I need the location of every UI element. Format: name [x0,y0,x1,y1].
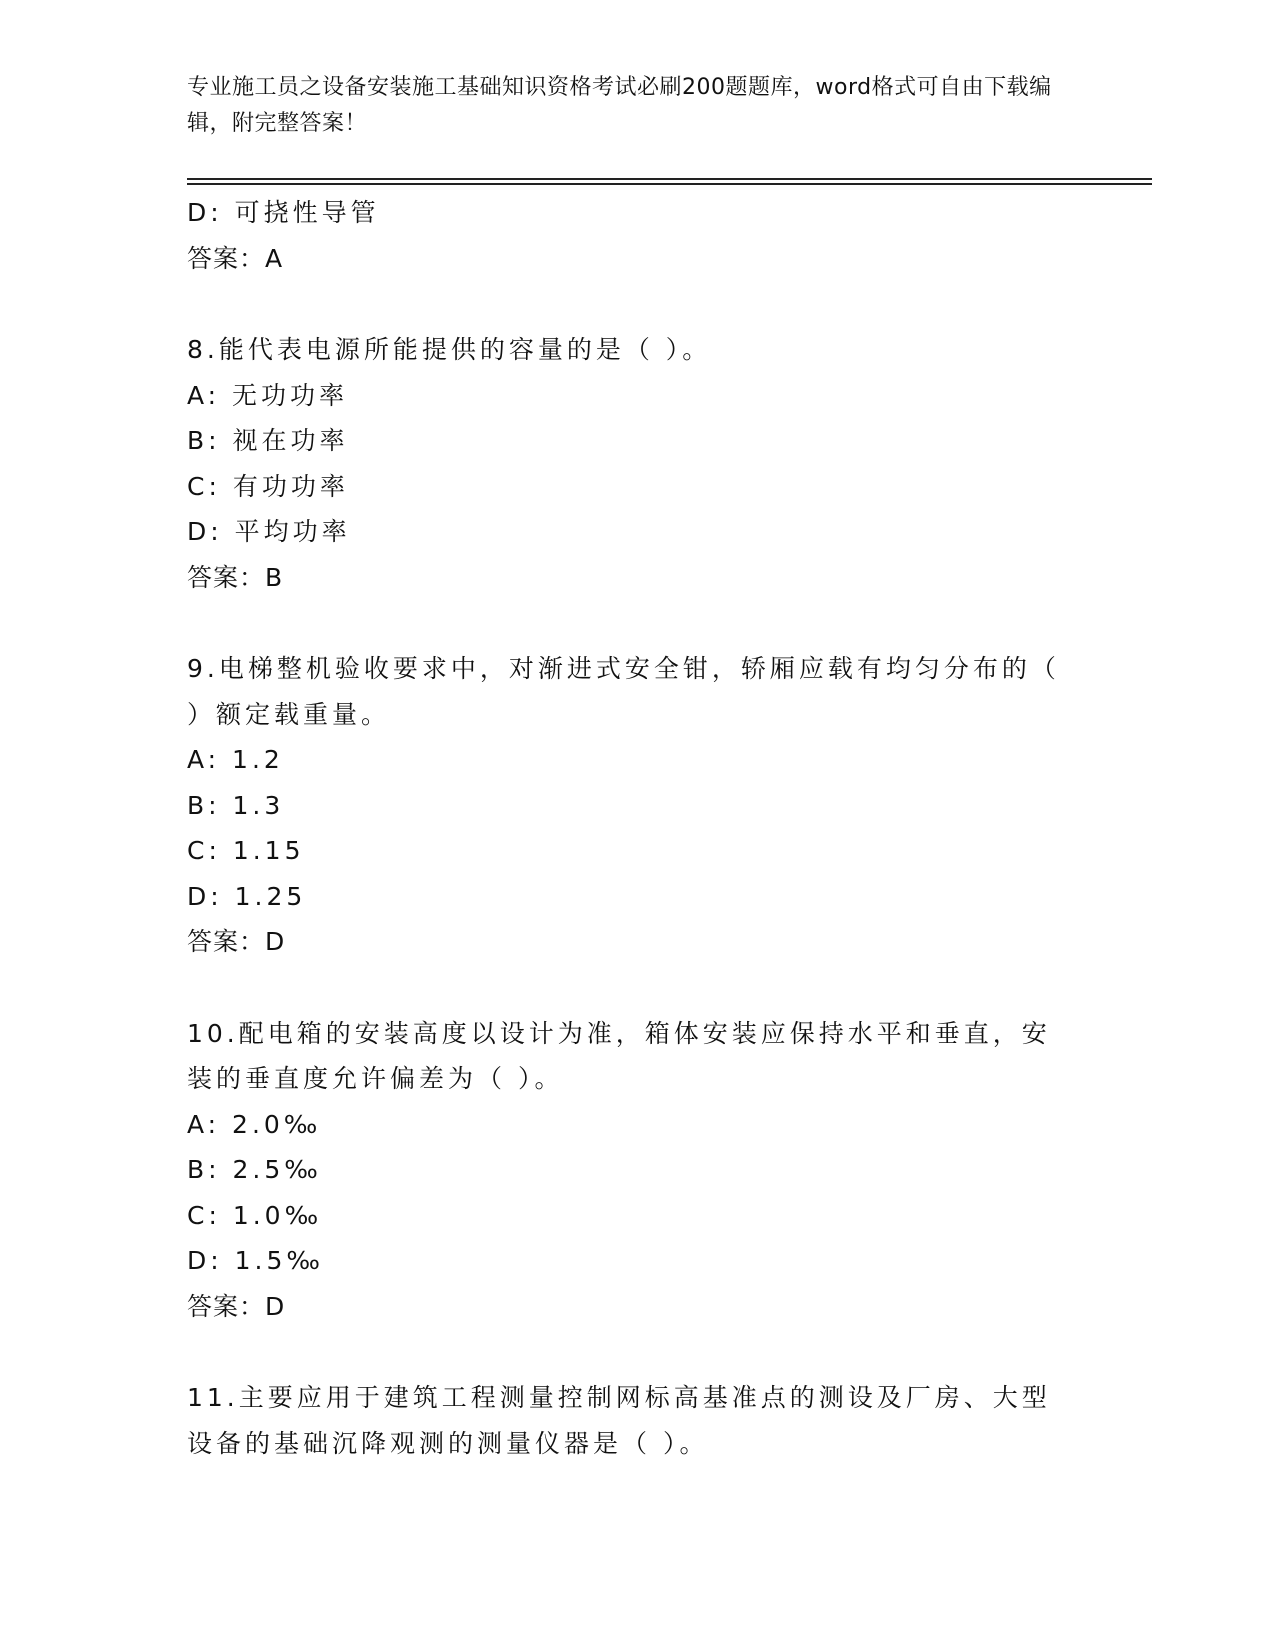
answer-line: 答案：A [187,243,284,273]
question-11 [187,1375,1087,1466]
question-title: 9.电梯整机验收要求中，对渐进式安全钳，轿厢应载有均匀分布的（ ）额定载重量。 [187,654,1060,729]
option-a: A: 2.0‰ [187,1109,322,1139]
answer-line: 答案：D [187,927,286,956]
header-divider-top [187,178,1152,180]
question-title: 10.配电箱的安装高度以设计为准，箱体安装应保持水平和垂直，安装的垂直度允许偏差为（ ）。 [187,1018,1051,1093]
question-title: 8.能代表电源所能提供的容量的是（ ）。 [187,335,712,364]
spacer [187,281,1087,327]
question-title: 11.主要应用于建筑工程测量控制网标高基准点的测设及厂房、大型设备的基础沉降观测的测量仪器是（ ）。 [187,1383,1051,1458]
option-c: C: 1.15 [187,836,305,865]
document-body [187,190,1087,1466]
question-7-tail [187,190,1087,281]
answer-line: 答案：B [187,562,284,592]
option-c: C: 1.0‰ [187,1200,323,1230]
option-d: D: 平均功率 [187,517,351,546]
option-d: D: 1.25 [187,881,307,911]
spacer [187,600,1087,646]
option-d: D: 可挠性导管 [187,198,380,227]
option-c: C: 有功功率 [187,471,349,501]
spacer [187,965,1087,1011]
answer-line: 答案：D [187,1291,286,1321]
option-d: D: 1.5‰ [187,1246,324,1275]
option-a: A: 无功功率 [187,380,349,410]
question-8 [187,327,1087,600]
document-header: 专业施工员之设备安装施工基础知识资格考试必刷200题题库，word格式可自由下载编辑，附完整答案！ [187,75,1052,136]
option-b: B: 1.3 [187,790,285,820]
option-b: B: 视在功率 [187,426,349,455]
option-a: A: 1.2 [187,745,284,774]
option-b: B: 2.5‰ [187,1155,322,1184]
question-9 [187,646,1087,965]
question-10 [187,1011,1087,1330]
header-divider-bottom [187,183,1152,185]
spacer [187,1329,1087,1375]
